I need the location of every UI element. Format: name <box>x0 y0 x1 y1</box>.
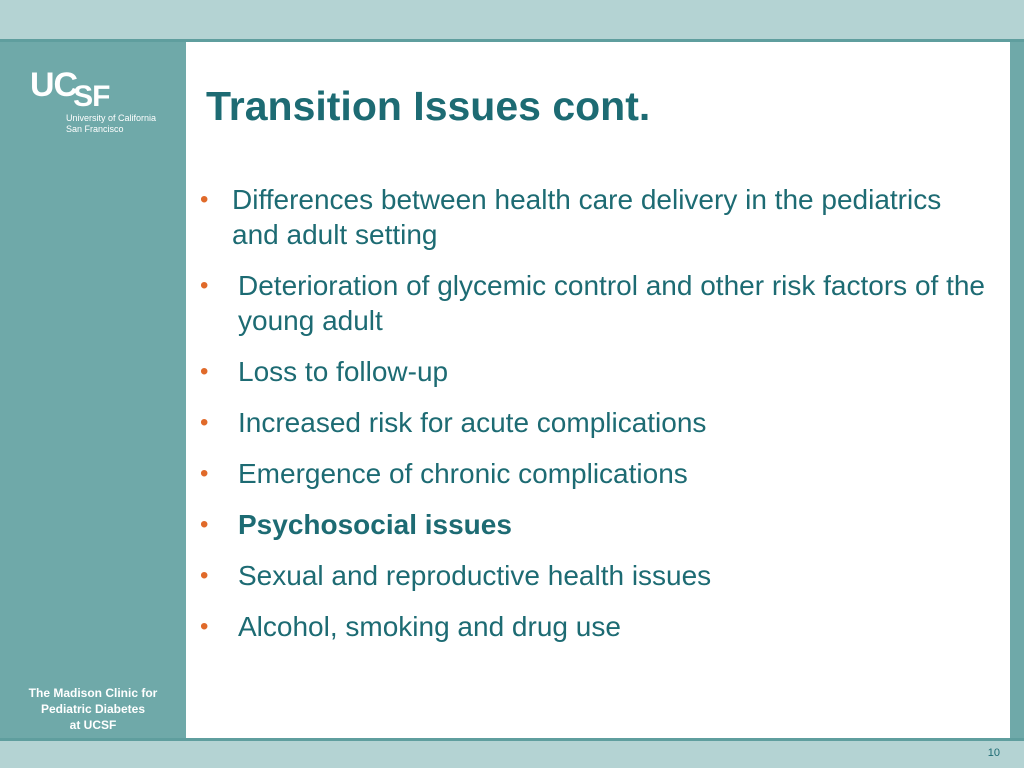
clinic-name <box>0 685 186 733</box>
bullet-list <box>200 182 990 660</box>
bullet-dot-icon: • <box>200 272 209 299</box>
clinic-name-line-1: The Madison Clinic for <box>28 686 158 700</box>
bullet-item <box>200 182 990 252</box>
bullet-dot-icon: • <box>200 460 209 487</box>
bullet-item <box>200 609 990 644</box>
right-strip <box>1010 42 1024 738</box>
bullet-item <box>200 558 990 593</box>
sidebar <box>0 42 186 738</box>
ucsf-logo <box>30 68 180 138</box>
clinic-name-line-2: Pediatric Diabetes <box>40 702 146 716</box>
bullet-text: Deterioration of glycemic control and other risk factors of the young adult <box>238 270 986 336</box>
bullet-item <box>200 405 990 440</box>
ucsf-logo-mark <box>30 68 109 114</box>
page-number: 10 <box>987 747 1000 759</box>
top-band <box>0 0 1024 40</box>
bottom-band <box>0 741 1024 768</box>
bullet-item <box>200 354 990 389</box>
bullet-item <box>200 268 990 338</box>
bullet-text: Sexual and reproductive health issues <box>238 560 712 591</box>
bullet-text: Alcohol, smoking and drug use <box>238 611 621 642</box>
bullet-dot-icon: • <box>200 613 209 640</box>
bullet-dot-icon: • <box>200 562 209 589</box>
bullet-item <box>200 456 990 491</box>
bullet-text: Loss to follow-up <box>238 356 449 387</box>
logo-mark-uc: UC <box>30 66 78 104</box>
logo-mark-sf: SF <box>73 80 110 113</box>
bullet-text: Psychosocial issues <box>238 509 512 540</box>
bullet-item <box>200 507 990 542</box>
bullet-dot-icon: • <box>200 358 209 385</box>
bullet-dot-icon: • <box>200 409 209 436</box>
logo-name-line-2: San Francisco <box>66 124 124 134</box>
bullet-text: Differences between health care delivery in the pediatrics and adult setting <box>232 184 942 250</box>
bullet-text: Increased risk for acute complications <box>238 407 707 438</box>
bullet-dot-icon: • <box>200 186 209 213</box>
slide-title: Transition Issues cont. <box>206 83 651 129</box>
bullet-dot-icon: • <box>200 511 209 538</box>
logo-institution-name <box>66 113 156 135</box>
logo-name-line-1: University of California <box>66 113 157 123</box>
bullet-text: Emergence of chronic complications <box>238 458 688 489</box>
clinic-name-line-3: at UCSF <box>69 718 117 732</box>
